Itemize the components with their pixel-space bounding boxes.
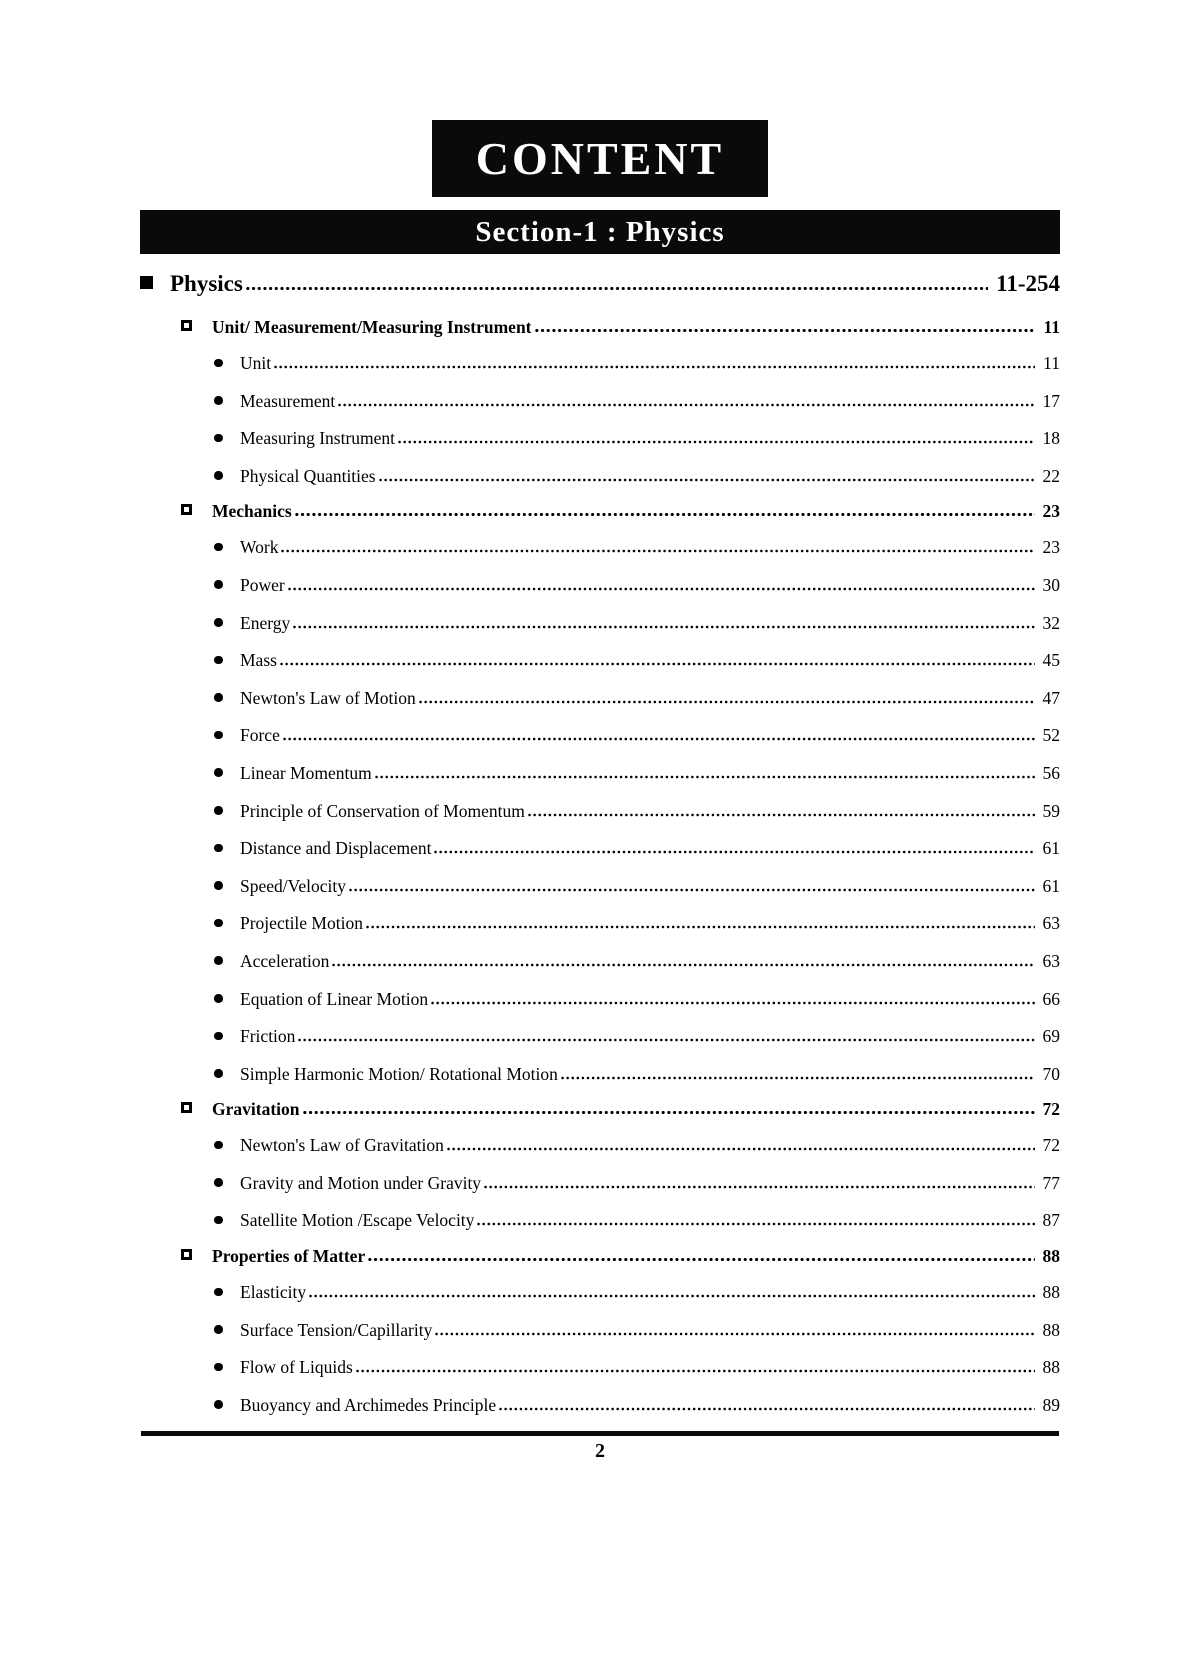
dot-bullet-icon	[214, 618, 223, 627]
toc-entry-label: Principle of Conservation of Momentum	[240, 800, 525, 821]
toc-entry-level-3	[140, 419, 1060, 457]
toc-entry-page-number: 52	[1042, 725, 1060, 746]
toc-entry-page-number: 87	[1042, 1210, 1060, 1231]
dot-leader-icon	[430, 1001, 1034, 1005]
dot-leader-icon	[498, 1407, 1034, 1411]
dot-bullet-icon	[214, 543, 223, 552]
dot-bullet-icon	[214, 1216, 223, 1225]
dot-leader-icon	[527, 813, 1035, 817]
toc-entry-level-3	[140, 457, 1060, 495]
content-title: CONTENT	[475, 133, 725, 184]
toc-entry-page-number: 70	[1042, 1063, 1060, 1084]
toc-entry-level-2	[140, 1092, 1060, 1126]
toc-entry-label: Projectile Motion	[240, 913, 363, 934]
dot-bullet-icon	[214, 693, 223, 702]
toc-entry-level-3	[140, 566, 1060, 604]
dot-leader-icon	[476, 1222, 1034, 1226]
toc-entry-label: Simple Harmonic Motion/ Rotational Motion	[240, 1063, 558, 1084]
dot-bullet-icon	[214, 1325, 223, 1334]
dot-bullet-icon	[214, 359, 223, 368]
toc-entry-level-2	[140, 310, 1060, 344]
toc-entry-label: Surface Tension/Capillarity	[240, 1319, 433, 1340]
dot-leader-icon	[418, 700, 1035, 704]
dot-leader-icon	[302, 1110, 1035, 1115]
toc-entry-label: Gravitation	[212, 1099, 300, 1120]
dot-leader-icon	[245, 286, 988, 291]
toc-entry-label: Measuring Instrument	[240, 428, 396, 449]
toc-entry-level-2	[140, 1239, 1060, 1273]
toc-entry-label: Unit	[240, 353, 272, 373]
toc-entry-page-number: 61	[1042, 838, 1060, 859]
toc-entry-label: Mass	[240, 650, 277, 671]
dot-bullet-icon	[214, 919, 223, 928]
dot-bullet-icon	[214, 768, 223, 777]
table-of-contents	[140, 261, 1060, 1423]
toc-entry-page-number: 61	[1042, 875, 1060, 896]
toc-entry-page-number: 17	[1042, 390, 1060, 411]
dot-leader-icon	[279, 662, 1035, 666]
toc-entry-page-number: 63	[1042, 950, 1060, 971]
toc-entry-page-number: 63	[1042, 913, 1060, 934]
toc-entry-label: Equation of Linear Motion	[240, 988, 429, 1009]
dot-bullet-icon	[214, 1178, 223, 1187]
toc-entry-level-3	[140, 641, 1060, 679]
dot-leader-icon	[378, 478, 1035, 482]
hollow-square-bullet-icon	[181, 504, 192, 515]
toc-entry-level-3	[140, 1126, 1060, 1164]
hollow-square-bullet-icon	[181, 320, 192, 331]
toc-entry-level-3	[140, 754, 1060, 792]
toc-entry-level-3	[140, 1311, 1060, 1349]
toc-entry-page-number: 69	[1042, 1026, 1060, 1047]
toc-entry-page-number: 89	[1042, 1394, 1060, 1415]
toc-entry-label: Speed/Velocity	[240, 875, 346, 896]
dot-leader-icon	[348, 888, 1035, 892]
toc-entry-level-3	[140, 1164, 1060, 1202]
dot-leader-icon	[397, 440, 1034, 444]
toc-entry-level-3	[140, 1348, 1060, 1386]
toc-entry-page-number: 23	[1042, 501, 1060, 522]
dot-leader-icon	[560, 1076, 1035, 1080]
dot-bullet-icon	[214, 656, 223, 665]
toc-entry-level-3	[140, 1055, 1060, 1093]
toc-entry-page-number: 11	[1043, 317, 1060, 337]
dot-bullet-icon	[214, 471, 223, 480]
content-title-banner	[432, 120, 768, 197]
dot-leader-icon	[297, 1038, 1034, 1042]
toc-entry-level-3	[140, 716, 1060, 754]
toc-entry-label: Newton's Law of Motion	[240, 687, 416, 708]
toc-entry-level-3	[140, 679, 1060, 717]
dot-leader-icon	[483, 1185, 1034, 1189]
dot-bullet-icon	[214, 1400, 223, 1409]
page-number: 2	[595, 1440, 605, 1463]
dot-leader-icon	[534, 328, 1036, 333]
toc-entry-label: Work	[240, 537, 279, 558]
toc-entry-level-3	[140, 829, 1060, 867]
toc-entry-page-number: 32	[1042, 612, 1060, 633]
dot-leader-icon	[355, 1369, 1035, 1373]
dot-leader-icon	[337, 403, 1034, 407]
toc-entry-label: Force	[240, 725, 280, 746]
toc-entry-page-number: 23	[1042, 537, 1060, 558]
toc-entry-page-number: 72	[1042, 1099, 1060, 1120]
dot-leader-icon	[446, 1147, 1035, 1151]
toc-entry-level-1	[140, 261, 1060, 305]
dot-leader-icon	[287, 587, 1035, 591]
toc-entry-level-3	[140, 1386, 1060, 1424]
toc-entry-label: Physics	[170, 271, 243, 296]
toc-entry-level-2	[140, 494, 1060, 528]
toc-entry-page-number: 88	[1042, 1319, 1060, 1340]
footer-rule	[141, 1431, 1059, 1436]
toc-entry-page-number: 18	[1042, 428, 1060, 449]
toc-entry-page-number: 66	[1042, 988, 1060, 1009]
toc-entry-level-3	[140, 867, 1060, 905]
toc-entry-page-number: 22	[1042, 465, 1060, 486]
toc-entry-label: Distance and Displacement	[240, 838, 432, 859]
toc-entry-level-3	[140, 1017, 1060, 1055]
toc-entry-level-3	[140, 942, 1060, 980]
hollow-square-bullet-icon	[181, 1102, 192, 1113]
hollow-square-bullet-icon	[181, 1249, 192, 1260]
toc-entry-page-number: 88	[1042, 1357, 1060, 1378]
toc-entry-page-number: 30	[1042, 574, 1060, 595]
toc-entry-label: Newton's Law of Gravitation	[240, 1135, 444, 1156]
dot-bullet-icon	[214, 434, 223, 443]
filled-square-bullet-icon	[140, 276, 153, 289]
toc-entry-page-number: 72	[1042, 1135, 1060, 1156]
dot-bullet-icon	[214, 731, 223, 740]
dot-leader-icon	[433, 850, 1034, 854]
section-title: Section-1 : Physics	[475, 215, 725, 248]
toc-entry-level-3	[140, 980, 1060, 1018]
dot-bullet-icon	[214, 994, 223, 1003]
dot-leader-icon	[280, 549, 1034, 553]
toc-entry-label: Unit/ Measurement/Measuring Instrument	[212, 317, 532, 337]
toc-entry-label: Acceleration	[240, 950, 330, 971]
dot-leader-icon	[374, 775, 1035, 779]
toc-entry-label: Measurement	[240, 390, 336, 411]
dot-leader-icon	[308, 1294, 1034, 1298]
toc-entry-label: Friction	[240, 1026, 296, 1047]
section-header-bar	[140, 210, 1060, 254]
toc-entry-level-3	[140, 792, 1060, 830]
dot-leader-icon	[294, 512, 1035, 517]
dot-bullet-icon	[214, 396, 223, 405]
toc-entry-label: Buoyancy and Archimedes Principle	[240, 1394, 497, 1415]
toc-entry-label: Energy	[240, 612, 291, 633]
dot-leader-icon	[365, 925, 1035, 929]
dot-bullet-icon	[214, 956, 223, 965]
toc-entry-label: Elasticity	[240, 1282, 307, 1303]
toc-entry-page-number: 11-254	[996, 271, 1060, 296]
dot-bullet-icon	[214, 881, 223, 890]
document-page	[0, 120, 1200, 1673]
toc-entry-level-3	[140, 382, 1060, 420]
dot-bullet-icon	[214, 580, 223, 589]
toc-entry-label: Gravity and Motion under Gravity	[240, 1172, 482, 1193]
toc-entry-page-number: 77	[1042, 1172, 1060, 1193]
toc-entry-page-number: 47	[1042, 687, 1060, 708]
toc-entry-level-3	[140, 528, 1060, 566]
toc-entry-label: Satellite Motion /Escape Velocity	[240, 1210, 475, 1231]
dot-bullet-icon	[214, 1363, 223, 1372]
dot-bullet-icon	[214, 806, 223, 815]
toc-entry-page-number: 59	[1042, 800, 1060, 821]
toc-entry-level-3	[140, 1273, 1060, 1311]
toc-entry-label: Physical Quantities	[240, 465, 376, 486]
toc-entry-label: Flow of Liquids	[240, 1357, 353, 1378]
toc-entry-label: Mechanics	[212, 501, 292, 522]
dot-leader-icon	[282, 737, 1035, 741]
dot-leader-icon	[434, 1332, 1034, 1336]
dot-bullet-icon	[214, 1069, 223, 1078]
toc-entry-level-3	[140, 1201, 1060, 1239]
toc-entry-label: Power	[240, 574, 285, 595]
dot-bullet-icon	[214, 844, 223, 853]
toc-entry-level-3	[140, 904, 1060, 942]
dot-bullet-icon	[214, 1141, 223, 1150]
dot-leader-icon	[273, 365, 1035, 369]
toc-entry-level-3	[140, 344, 1060, 382]
toc-entry-page-number: 88	[1042, 1282, 1060, 1303]
dot-leader-icon	[292, 625, 1034, 629]
toc-entry-page-number: 45	[1042, 650, 1060, 671]
toc-entry-page-number: 88	[1042, 1246, 1060, 1267]
toc-entry-level-3	[140, 604, 1060, 642]
dot-bullet-icon	[214, 1288, 223, 1297]
dot-bullet-icon	[214, 1032, 223, 1041]
dot-leader-icon	[367, 1257, 1034, 1262]
toc-entry-label: Linear Momentum	[240, 762, 372, 783]
toc-entry-page-number: 11	[1043, 353, 1060, 373]
dot-leader-icon	[331, 963, 1034, 967]
toc-entry-label: Properties of Matter	[212, 1246, 366, 1267]
toc-entry-page-number: 56	[1042, 762, 1060, 783]
